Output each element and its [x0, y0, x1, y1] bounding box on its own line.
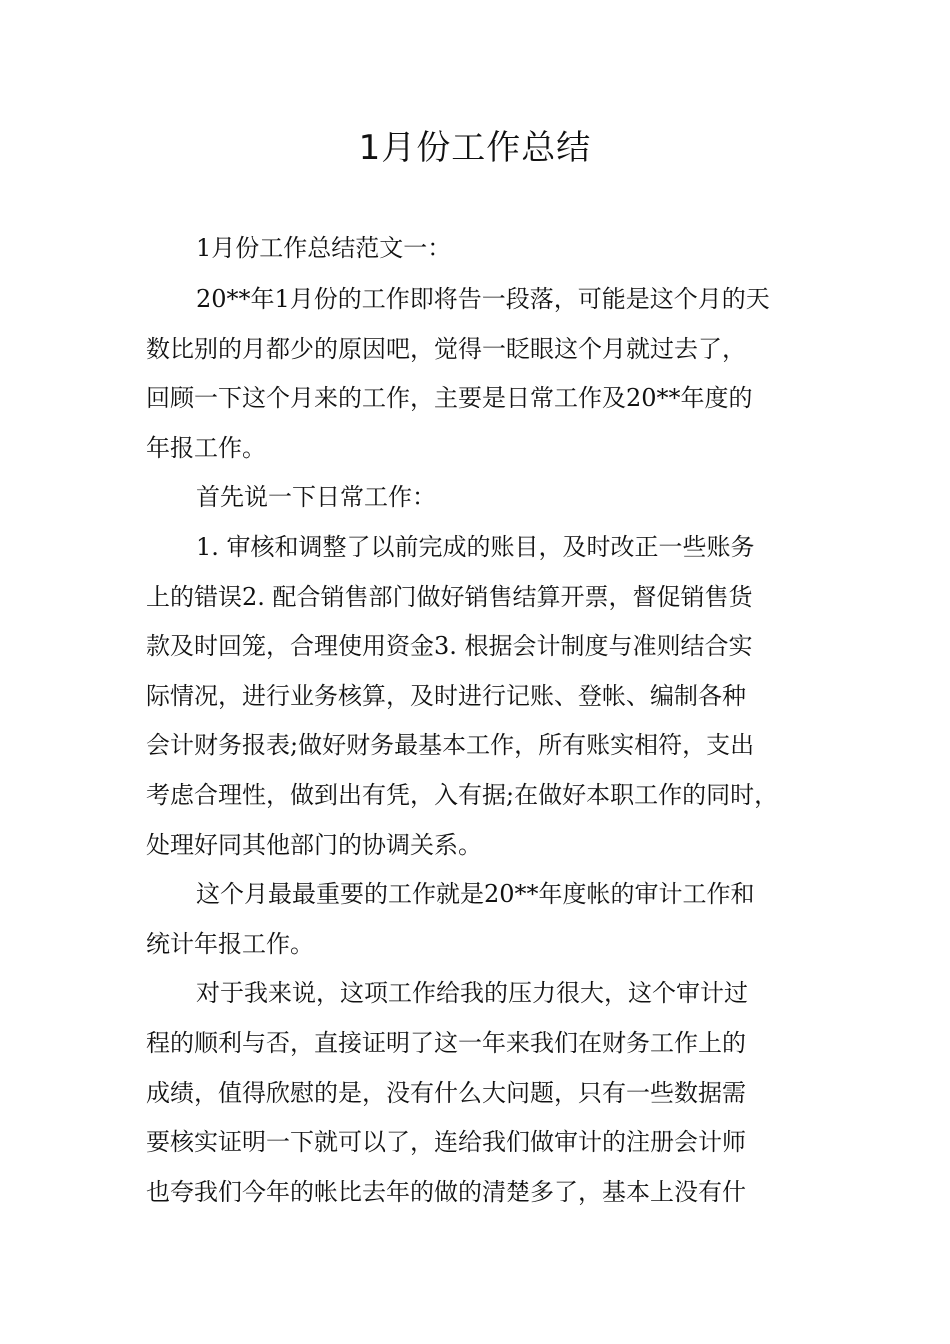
- paragraph-line: 会计财务报表;做好财务最基本工作，所有账实相符，支出: [146, 731, 755, 759]
- paragraph-line: 1. 审核和调整了以前完成的账目，及时改正一些账务: [196, 533, 755, 561]
- paragraph-line: 处理好同其他部门的协调关系。: [146, 831, 482, 859]
- paragraph-line: 程的顺利与否，直接证明了这一年来我们在财务工作上的: [146, 1029, 746, 1057]
- paragraph-line: 20**年1月份的工作即将告一段落，可能是这个月的天: [196, 285, 770, 313]
- paragraph-line: 上的错误2. 配合销售部门做好销售结算开票，督促销售货: [146, 583, 753, 611]
- paragraph-line: 成绩，值得欣慰的是，没有什么大问题，只有一些数据需: [146, 1079, 746, 1107]
- paragraph-line: 对于我来说，这项工作给我的压力很大，这个审计过: [196, 979, 748, 1007]
- paragraph-line: 也夸我们今年的帐比去年的做的清楚多了，基本上没有什: [146, 1178, 746, 1206]
- paragraph-line: 年报工作。: [146, 434, 266, 462]
- paragraph-line: 回顾一下这个月来的工作，主要是日常工作及20**年度的: [146, 384, 753, 412]
- paragraph-line: 数比别的月都少的原因吧，觉得一眨眼这个月就过去了，: [146, 335, 746, 363]
- paragraph-line: 考虑合理性，做到出有凭，入有据;在做好本职工作的同时，: [146, 781, 779, 809]
- paragraph-line: 款及时回笼，合理使用资金3. 根据会计制度与准则结合实: [146, 632, 753, 660]
- paragraph-line: 统计年报工作。: [146, 930, 314, 958]
- paragraph-line: 首先说一下日常工作：: [196, 483, 436, 511]
- paragraph-line: 这个月最最重要的工作就是20**年度帐的审计工作和: [196, 880, 755, 908]
- page-title: 1月份工作总结: [358, 128, 592, 168]
- paragraph-line: 要核实证明一下就可以了，连给我们做审计的注册会计师: [146, 1128, 746, 1156]
- section-heading: 1月份工作总结范文一：: [196, 234, 452, 262]
- paragraph-line: 际情况，进行业务核算，及时进行记账、登帐、编制各种: [146, 682, 746, 710]
